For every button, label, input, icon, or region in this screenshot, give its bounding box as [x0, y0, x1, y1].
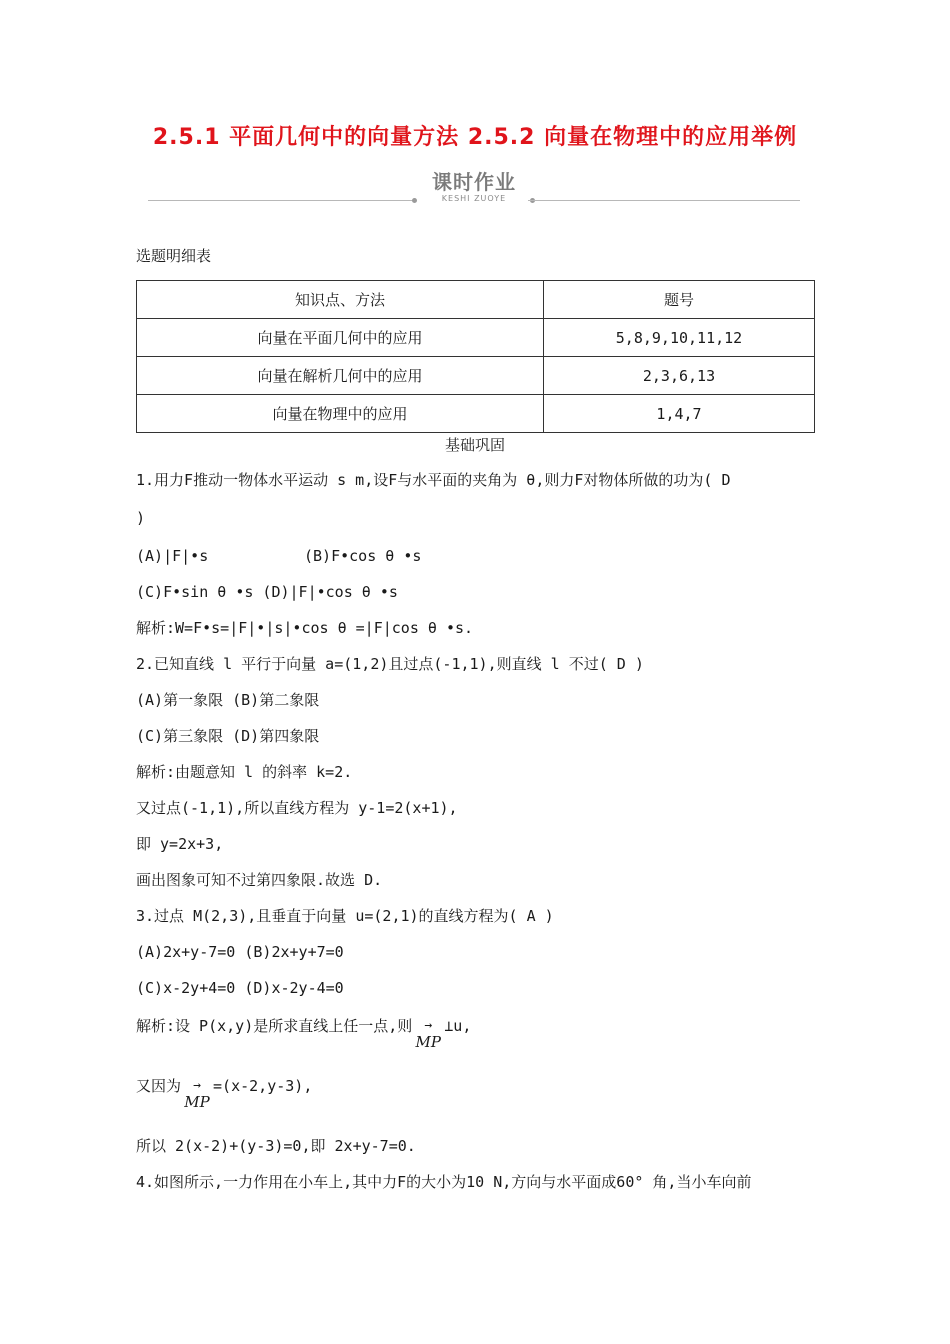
- question-2-solution-1: 解析:由题意知 l 的斜率 k=2.: [136, 763, 353, 781]
- solution-text: 解析:设 P(x,y)是所求直线上任一点,则: [136, 1017, 413, 1035]
- question-3-options-cd: (C)x-2y+4=0 (D)x-2y-4=0: [136, 979, 344, 997]
- question-2-solution-4: 画出图象可知不过第四象限.故选 D.: [136, 871, 383, 889]
- question-1-option-b: (B)F•cos θ •s: [304, 547, 422, 565]
- question-2-solution-3: 即 y=2x+3,: [136, 835, 224, 853]
- question-3-solution-2: [136, 1076, 313, 1111]
- question-1-solution: 解析:W=F•s=|F|•|s|•cos θ =|F|cos θ •s.: [136, 619, 474, 637]
- table-cell-number: 1,4,7: [544, 395, 815, 433]
- solution-text: 又因为: [136, 1077, 182, 1095]
- section-banner: [148, 164, 800, 208]
- table-row: [137, 395, 815, 433]
- table-cell-topic: 向量在物理中的应用: [137, 395, 544, 433]
- question-4: 4.如图所示,一力作用在小车上,其中力F的大小为10 N,方向与水平面成60° 角,当小车向前: [136, 1173, 752, 1191]
- vector-arrow-icon: →: [193, 1078, 201, 1093]
- vector-label: MP: [415, 1033, 441, 1051]
- table-header-topic: 知识点、方法: [137, 281, 544, 319]
- section-heading: 基础巩固: [444, 436, 505, 454]
- table-header-row: [137, 281, 815, 319]
- question-2-solution-2: 又过点(-1,1),所以直线方程为 y-1=2(x+1),: [136, 799, 458, 817]
- table-cell-number: 5,8,9,10,11,12: [544, 319, 815, 357]
- vector-arrow-icon: →: [424, 1018, 433, 1033]
- table-header-number: 题号: [544, 281, 815, 319]
- topic-table: [136, 280, 815, 433]
- question-1-options-cd: (C)F•sin θ •s (D)|F|•cos θ •s: [136, 583, 398, 601]
- question-1-continued: ): [136, 509, 146, 527]
- question-2-options-ab: (A)第一象限 (B)第二象限: [136, 691, 320, 709]
- question-1: 1.用力F推动一物体水平运动 s m,设F与水平面的夹角为 θ,则力F对物体所做的功为( D: [136, 471, 731, 489]
- page-title: 2.5.1 平面几何中的向量方法 2.5.2 向量在物理中的应用举例: [152, 125, 798, 150]
- vector-mp: [181, 1076, 213, 1111]
- question-3-solution-1: [136, 1016, 472, 1051]
- table-cell-topic: 向量在平面几何中的应用: [137, 319, 544, 357]
- solution-text: ⊥u,: [444, 1017, 472, 1035]
- solution-text: =(x-2,y-3),: [213, 1077, 313, 1095]
- banner-divider-right: [528, 200, 800, 201]
- question-3-solution-3: 所以 2(x-2)+(y-3)=0,即 2x+y-7=0.: [136, 1137, 416, 1155]
- table-cell-topic: 向量在解析几何中的应用: [137, 357, 544, 395]
- question-2: 2.已知直线 l 平行于向量 a=(1,2)且过点(-1,1),则直线 l 不过( D ): [136, 655, 644, 673]
- table-row: [137, 357, 815, 395]
- banner-title: 课时作业: [432, 170, 516, 194]
- question-3-options-ab: (A)2x+y-7=0 (B)2x+y+7=0: [136, 943, 344, 961]
- question-2-options-cd: (C)第三象限 (D)第四象限: [136, 727, 320, 745]
- vector-mp: [412, 1016, 444, 1051]
- table-caption: 选题明细表: [136, 247, 212, 265]
- banner-subtitle: KESHI ZUOYE: [441, 194, 507, 203]
- question-3: 3.过点 M(2,3),且垂直于向量 u=(2,1)的直线方程为( A ): [136, 907, 554, 925]
- vector-label: MP: [184, 1093, 210, 1111]
- table-cell-number: 2,3,6,13: [544, 357, 815, 395]
- question-1-option-a: (A)|F|•s: [136, 547, 209, 565]
- table-row: [137, 319, 815, 357]
